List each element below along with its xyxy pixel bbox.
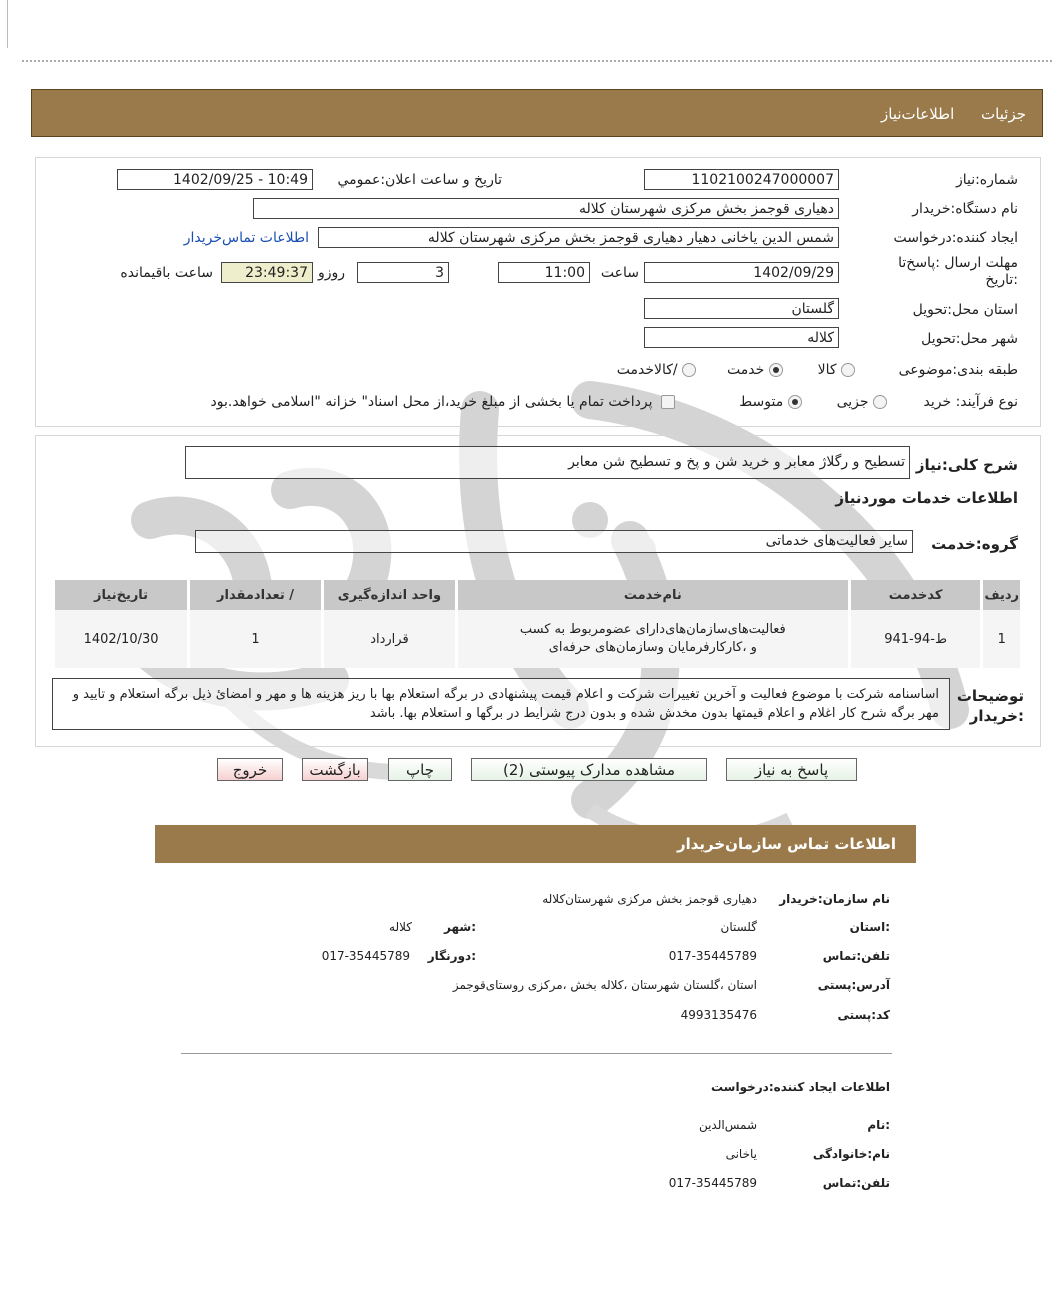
remaining-time-label: ساعت باقیمانده: [120, 265, 213, 281]
org-name-value: دهیاری قوجمز بخش مرکزی شهرستان‌کلاله: [542, 892, 757, 906]
service-group-label: گروه:خدمت: [931, 535, 1018, 553]
attachments-button[interactable]: مشاهده مدارک پیوستی (2): [471, 758, 707, 781]
tab-details[interactable]: جزئیات: [981, 105, 1026, 123]
header-need-date: تاریخ‌نیاز: [54, 580, 189, 610]
left-border-line: [7, 0, 8, 48]
contact-section-header: [155, 825, 916, 863]
contact-fax-value: 017-35445789: [321, 949, 410, 963]
treasury-payment-text: پرداخت تمام یا بخشی از مبلغ خرید،از محل اسناد" خزانه "اسلامی خواهد.بود: [210, 394, 653, 410]
need-description-label: شرح کلی:نیاز: [915, 456, 1018, 474]
contact-province-value: گلستان: [720, 920, 757, 934]
radio-goods-service[interactable]: [682, 363, 696, 377]
need-description-field: تسطیح و رگلاژ معابر و خرید شن و پخ و تسطیح شن معابر: [185, 446, 910, 479]
cell-service-name: فعالیت‌های‌سازمان‌های‌دارای عضو‌مربوط به کسب و ،کار‌کارفرمایان وسازمان‌های حرفه‌ای: [456, 610, 849, 668]
details-header-bar: [31, 89, 1043, 137]
process-option-minor[interactable]: جزیی: [837, 394, 887, 410]
creator-family-value: یاخانی: [725, 1147, 757, 1161]
category-option-service[interactable]: خدمت: [727, 362, 783, 378]
deadline-date-field: 1402/09/29: [644, 262, 839, 283]
table-header-row: [54, 580, 1021, 610]
address-value: استان ،گلستان شهرستان ،کلاله بخش ،مرکزی روستای‌قوجمز: [452, 978, 757, 992]
creator-field: شمس الدین یاخانی دهیار دهیاری قوجمز بخش مرکزی شهرستان کلاله: [318, 227, 839, 248]
day-label: روزو: [317, 265, 345, 281]
radio-medium[interactable]: [788, 395, 802, 409]
deadline-label: مهلت ارسال :پاسخ‌تا :تاریخ: [898, 255, 1018, 288]
process-option-medium[interactable]: متوسط: [739, 394, 801, 410]
header-row-number: ردیف: [982, 580, 1020, 610]
tab-need-info[interactable]: اطلاعات‌نیاز: [881, 105, 955, 123]
province-label: استان محل:تحویل: [912, 302, 1018, 318]
contact-city-label: :شهر: [444, 920, 476, 934]
radio-service[interactable]: [769, 363, 783, 377]
service-group-field: سایر فعالیت‌های خدماتی: [195, 530, 913, 553]
category-label: طبقه بندی:موضوعی: [898, 362, 1018, 378]
header-unit: واحد اندازه‌گیری: [322, 580, 456, 610]
province-field: گلستان: [644, 298, 839, 319]
city-field: کلاله: [644, 327, 839, 348]
category-option-goods[interactable]: کالا: [818, 362, 855, 378]
announce-date-field: 1402/09/25 - 10:49: [117, 169, 313, 190]
table-row[interactable]: [54, 610, 1021, 668]
buyer-org-label: نام دستگاه:خریدار: [912, 201, 1018, 217]
print-button[interactable]: چاپ: [388, 758, 452, 781]
need-number-field: 1102100247000007: [644, 169, 839, 190]
treasury-payment-option[interactable]: [211, 394, 675, 410]
buyer-notes-box: اساسنامه شرکت با موضوع فعالیت و آخرین تغییرات شرکت و اعلام قیمت پیشنهادی در برگه استعلام بها با ریز هزینه ها و مهر و امضائ ذیل برگه استعلام و تایید و مهر برگه شرح کار اغلام و اعلام قیمتها بدون مخدش شده و بدون درج شرایط در برگها و استعلام بها. باشد: [52, 678, 950, 730]
org-name-label: نام سازمان:خریدار: [779, 892, 890, 906]
day-count-field: 3: [357, 262, 449, 283]
reply-button[interactable]: پاسخ به نیاز: [726, 758, 857, 781]
postal-code-label: کد:پستی: [837, 1008, 890, 1022]
contact-fax-label: :دورنگار: [427, 949, 476, 963]
header-service-code: کدخدمت: [849, 580, 982, 610]
creator-label: ایجاد کننده:درخواست: [893, 230, 1018, 246]
exit-button[interactable]: خروج: [217, 758, 283, 781]
category-radio-group: [617, 362, 855, 378]
creator-info-title: اطلاعات ایجاد کننده:درخواست: [710, 1080, 890, 1094]
process-type-label: نوع فرآیند: خرید: [923, 394, 1018, 410]
address-label: آدرس:پستی: [817, 978, 890, 992]
treasury-checkbox[interactable]: [661, 395, 675, 409]
postal-code-value: 4993135476: [680, 1008, 757, 1022]
cell-row-number: 1: [982, 610, 1020, 668]
category-option-goods-service[interactable]: /کالاخدمت: [617, 362, 696, 378]
radio-goods[interactable]: [841, 363, 855, 377]
buyer-contact-link[interactable]: اطلاعات تماس‌خریدار: [183, 230, 309, 246]
city-label: شهر محل:تحویل: [921, 331, 1018, 347]
cell-unit: قرارداد: [322, 610, 456, 668]
services-title: اطلاعات خدمات موردنیاز: [835, 489, 1018, 507]
header-service-name: نام‌خدمت: [456, 580, 849, 610]
buyer-org-field: دهیاری قوجمز بخش مرکزی شهرستان کلاله: [253, 198, 839, 219]
creator-phone-label: تلفن:تماس: [822, 1176, 890, 1190]
contact-phone-value: 017-35445789: [668, 949, 757, 963]
cell-quantity: 1: [189, 610, 323, 668]
section-divider: [181, 1053, 892, 1054]
contact-city-value: کلاله: [389, 920, 412, 934]
creator-phone-value: 017-35445789: [668, 1176, 757, 1190]
buyer-notes-label: توضیحات :خریدار: [956, 687, 1024, 725]
deadline-time-field: 11:00: [498, 262, 590, 283]
contact-province-label: :استان: [849, 920, 890, 934]
cell-need-date: 1402/10/30: [54, 610, 189, 668]
remaining-time-field: 23:49:37: [221, 262, 313, 283]
creator-family-label: نام:خانوادگی: [812, 1147, 890, 1161]
dotted-separator: [22, 60, 1052, 62]
radio-minor[interactable]: [873, 395, 887, 409]
cell-service-code: ط-94-941: [849, 610, 982, 668]
contact-phone-label: تلفن:تماس: [822, 949, 890, 963]
contact-section-title: اطلاعات تماس سازمان‌خریدار: [676, 835, 896, 853]
process-radio-group: [739, 394, 887, 410]
announce-date-label: تاریخ و ساعت اعلان:عمومي: [337, 172, 502, 188]
deadline-time-label: ساعت: [600, 265, 639, 281]
need-number-label: شماره:نیاز: [955, 172, 1018, 188]
header-quantity: / تعدادمقدار: [189, 580, 323, 610]
back-button[interactable]: بازگشت: [302, 758, 368, 781]
creator-name-label: :نام: [867, 1118, 890, 1132]
creator-name-value: شمس‌الدین: [698, 1118, 757, 1132]
services-table: [52, 580, 1020, 668]
